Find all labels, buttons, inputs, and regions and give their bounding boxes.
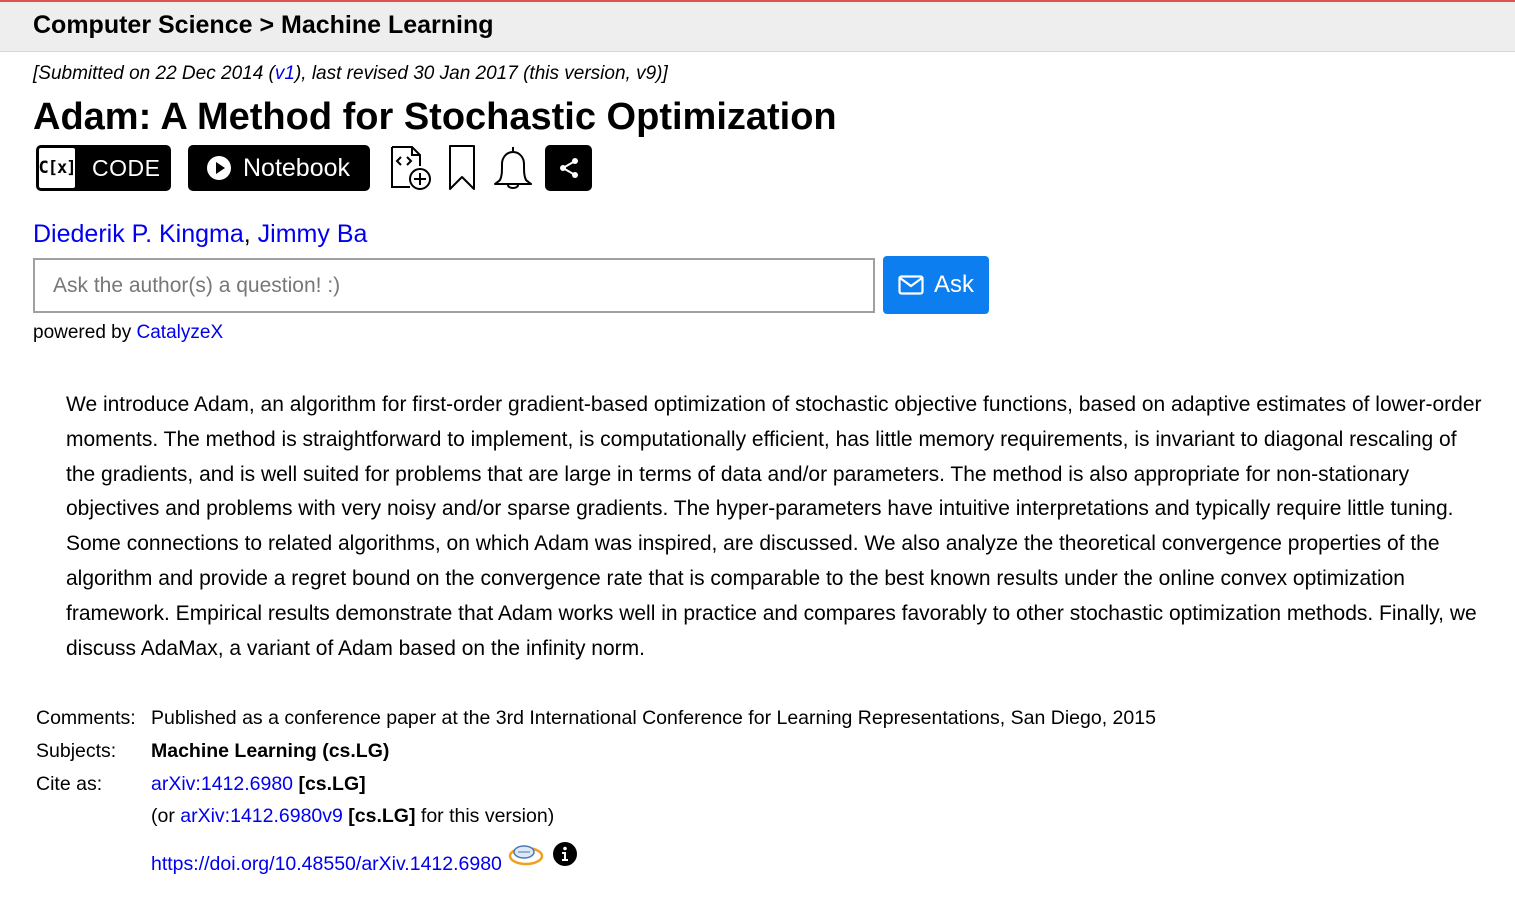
info-icon[interactable] [553, 842, 577, 866]
bookmark-icon [446, 144, 478, 192]
dateline-suffix: ), last revised 30 Jan 2017 (this version, v9)] [294, 63, 668, 84]
notebook-button-label: Notebook [243, 153, 351, 182]
arxiv-version-link[interactable]: arXiv:1412.6980v9 [180, 805, 343, 827]
cite-label: Cite as: [36, 773, 103, 795]
play-icon [207, 156, 231, 180]
subjects-value: Machine Learning (cs.LG) [151, 740, 390, 762]
submission-dates [33, 63, 668, 85]
cite-version-close: for this version) [415, 805, 555, 827]
comments-label: Comments: [36, 707, 136, 729]
catalyzex-icon: C[x] [39, 148, 75, 188]
version-v1-link[interactable]: v1 [274, 63, 295, 84]
envelope-icon [898, 275, 924, 295]
author-list [33, 220, 367, 249]
comments-value: Published as a conference paper at the 3rd International Conference for Learning Representations, San Diego, 2015 [151, 707, 1156, 729]
header-bar [0, 0, 1515, 52]
paper-title: Adam: A Method for Stochastic Optimization [33, 96, 837, 138]
ask-button-label: Ask [933, 271, 974, 298]
doi-link[interactable]: https://doi.org/10.48550/arXiv.1412.6980 [151, 853, 502, 875]
ask-question-input[interactable] [33, 258, 875, 313]
notifications-button[interactable] [492, 144, 534, 192]
cite-category: [cs.LG] [298, 773, 366, 795]
ask-button[interactable] [883, 256, 989, 314]
code-button[interactable] [36, 145, 171, 191]
dateline-prefix: [Submitted on 22 Dec 2014 ( [33, 63, 275, 84]
author-link[interactable]: Jimmy Ba [257, 220, 368, 248]
cite-version-category: [cs.LG] [348, 805, 416, 827]
notebook-button[interactable] [188, 145, 370, 191]
cite-version-line [151, 805, 554, 828]
subjects-label: Subjects: [36, 740, 117, 762]
cite-line [151, 773, 366, 796]
bookmark-button[interactable] [446, 144, 478, 192]
datacite-icon[interactable] [508, 840, 544, 868]
bell-icon [492, 144, 534, 192]
doi-line [151, 853, 502, 876]
share-button[interactable] [545, 145, 592, 191]
powered-by [33, 322, 223, 344]
catalyzex-link[interactable]: CatalyzeX [136, 322, 224, 343]
author-separator: , [243, 220, 258, 248]
paper-toolbar [36, 145, 592, 191]
add-code-button[interactable] [386, 144, 434, 192]
arxiv-id-link[interactable]: arXiv:1412.6980 [151, 773, 294, 795]
share-icon [557, 156, 581, 180]
author-link[interactable]: Diederik P. Kingma [33, 220, 244, 248]
code-button-label: CODE [92, 154, 161, 181]
abstract: We introduce Adam, an algorithm for first-order gradient-based optimization of stochastic objective functions, based on adaptive estimates of lower-order moments. The method is straightforward to implement, is computationally efficient, has little memory requirements, is invariant to diagonal rescaling of the gradients, and is well suited for problems that are large in terms of data and/or parameters. The method is also appropriate for non-stationary objectives and problems with very noisy and/or sparse gradients. The hyper-parameters have intuitive interpretations and typically require little tuning. Some connections to related algorithms, on which Adam was inspired, are discussed. We also analyze the theoretical convergence properties of the algorithm and provide a regret bound on the convergence rate that is comparable to the best known results under the online convex optimization framework. Empirical results demonstrate that Adam works well in practice and compares favorably to other stochastic optimization methods. Finally, we discuss AdaMax, a variant of Adam based on the infinity norm. [66, 393, 1482, 660]
breadcrumb: Computer Science > Machine Learning [33, 11, 494, 39]
code-add-icon [386, 144, 434, 192]
cite-version-open: (or [151, 805, 181, 827]
powered-by-prefix: powered by [33, 322, 137, 343]
